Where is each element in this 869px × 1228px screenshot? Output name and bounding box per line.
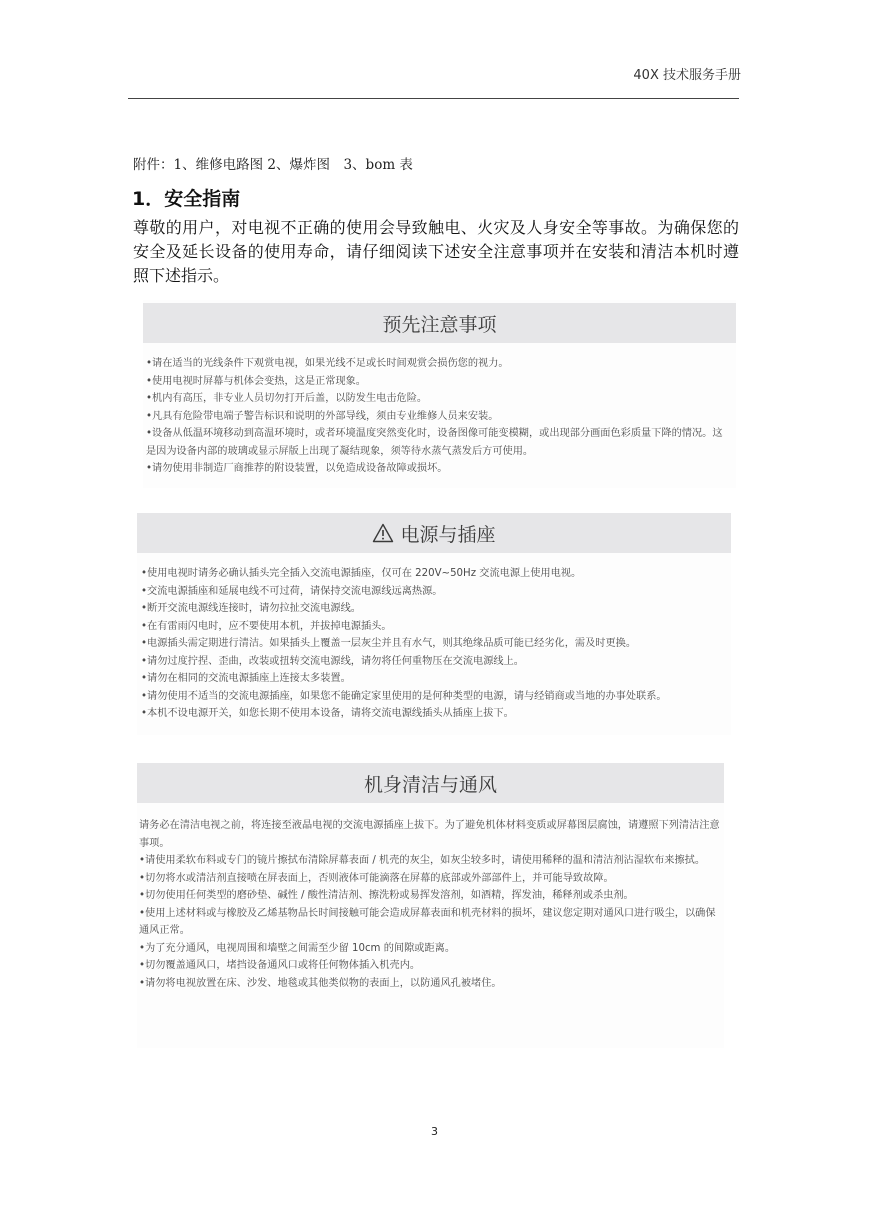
page-number: 3 <box>431 1125 438 1138</box>
list-item: •机内有高压，非专业人员切勿打开后盖，以防发生电击危险。 <box>146 393 428 404</box>
list-item: •使用电视时屏幕与机体会变热，这是正常现象。 <box>146 375 366 387</box>
section-heading: 1．安全指南 <box>132 188 241 210</box>
panel-title: 机身清洁与通风 <box>137 763 724 803</box>
list-item: 请务必在清洁电视之前，将连接至液晶电视的交流电源插座上拔下。为了避免机体材料变质或屏幕图层腐蚀，请遵照下列清洁注意事项。 <box>139 820 720 849</box>
list-item: •请勿将电视放置在床、沙发、地毯或其他类似物的表面上，以防通风孔被堵住。 <box>139 977 502 989</box>
intro-paragraph: 尊敬的用户，对电视不正确的使用会导致触电、火灾及人身安全等事故。为确保您的安全及延长设备的使用寿命，请仔细阅读下述安全注意事项并在安装和清洁本机时遵照下述指示。 <box>133 218 739 285</box>
list-item: •切勿将水或清洁剂直接喷在屏表面上，否则液体可能滴落在屏幕的底部或外部部件上，并可能导致故障。 <box>139 872 614 884</box>
list-item: •使用电视时请务必确认插头完全插入交流电源插座，仅可在 220V~50Hz 交流电源上使用电视。 <box>141 568 582 579</box>
power-outlet-panel <box>137 513 731 735</box>
list-item: •设备从低温环境移动到高温环境时，或者环境温度突然变化时，设备图像可能变模糊，或出现部分画面色彩质量下降的情况。这是因为设备内部的玻璃或显示屏版上出现了凝结现象，须等待水蒸气蒸发后方可使用。 <box>146 428 723 457</box>
panel-title-row <box>137 513 731 553</box>
list-item: •请勿使用非制造厂商推荐的附设装置，以免造成设备故障或损坏。 <box>146 463 448 474</box>
panel-title: 电源与插座 <box>400 523 496 546</box>
header-divider <box>128 98 739 99</box>
list-item: •请勿使用不适当的交流电源插座，如果您不能确定家里使用的是何种类型的电源，请与经销商或当地的办事处联系。 <box>141 690 667 702</box>
list-item: •本机不设电源开关，如您长期不使用本设备，请将交流电源线插头从插座上拔下。 <box>141 708 514 719</box>
cleaning-list <box>137 803 724 992</box>
list-item: •切勿覆盖通风口，堵挡设备通风口或将任何物体插入机壳内。 <box>139 960 421 971</box>
list-item: •请勿在相同的交流电源插座上连接太多装置。 <box>141 673 351 684</box>
list-item: •使用上述材料或与橡胶及乙烯基物品长时间接触可能会造成屏幕表面和机壳材料的损坏，建议您定期对通风口进行吸尘，以确保通风正常。 <box>139 907 716 936</box>
cleaning-ventilation-panel <box>137 763 724 1048</box>
list-item: •凡具有危险带电端子警告标识和说明的外部导线，须由专业维修人员来安装。 <box>146 410 499 422</box>
power-outlet-list <box>137 553 731 723</box>
warning-triangle-icon <box>372 523 394 543</box>
precautions-panel <box>143 300 736 488</box>
list-item: •在有雷雨闪电时，应不要使用本机，并拔掉电源插头。 <box>141 620 392 632</box>
running-header-title: 40X 技术服务手册 <box>633 68 741 83</box>
list-item: •请勿过度拧捏、歪曲，改装或扭转交流电源线，请勿将任何重物压在交流电源线上。 <box>141 655 524 667</box>
list-item: •请在适当的光线条件下观赏电视，如果光线不足或长时间观赏会损伤您的视力。 <box>146 358 509 369</box>
list-item: •交流电源插座和延展电线不可过荷，请保持交流电源线远离热源。 <box>141 585 443 597</box>
list-item: •为了充分通风，电视周围和墙壁之间需至少留 10cm 的间隙或距离。 <box>139 942 456 954</box>
list-item: •请使用柔软布料或专门的镜片擦拭布清除屏幕表面 / 机壳的灰尘，如灰尘较多时，请使用稀释的温和清洁剂沾湿软布来擦拭。 <box>139 855 706 866</box>
list-item: •电源插头需定期进行清洁。如果插头上覆盖一层灰尘并且有水气，则其绝缘品质可能已经劣化，需及时更换。 <box>141 638 637 649</box>
list-item: •切勿使用任何类型的磨砂垫、碱性 / 酸性清洁剂、擦洗粉或易挥发溶剂，如酒精，挥发油，稀释剂或杀虫剂。 <box>139 890 634 901</box>
attachments-line: 附件：1、维修电路图 2、爆炸图 3、bom 表 <box>133 157 413 173</box>
panel-title: 预先注意事项 <box>143 303 736 343</box>
list-item: •断开交流电源线连接时，请勿拉扯交流电源线。 <box>141 603 361 614</box>
precautions-list <box>143 343 736 478</box>
